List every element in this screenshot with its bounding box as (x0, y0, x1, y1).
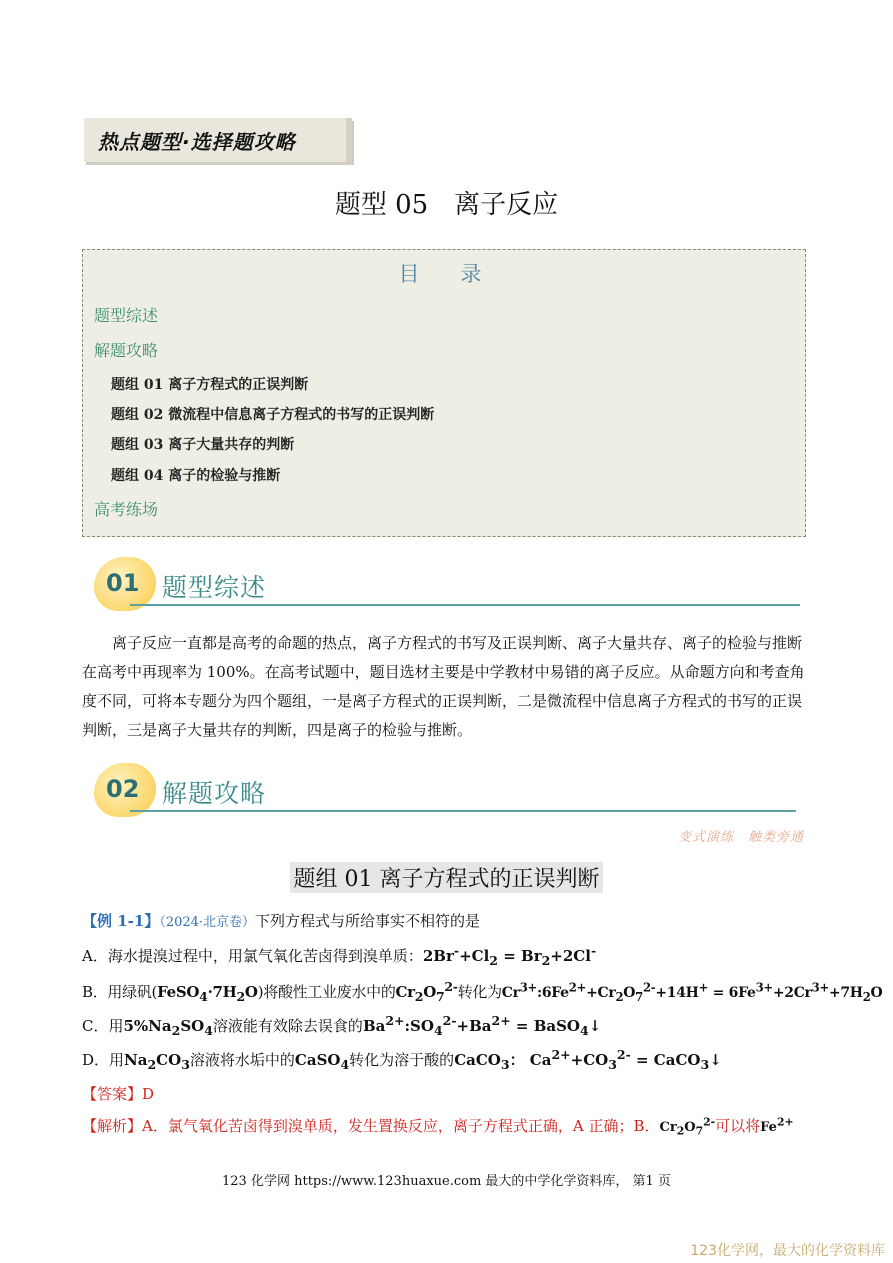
section-title: 解题攻略 (162, 779, 267, 808)
example-stem (82, 910, 480, 931)
option-d-text: D．用 (82, 1051, 125, 1069)
toc-item-overview[interactable]: 题型综述 (94, 306, 159, 325)
analysis-line (82, 1115, 794, 1138)
toc-heading: 目 录 (398, 262, 492, 286)
section-number: 01 (106, 569, 140, 597)
example-tag: 【例 1-1】 (82, 912, 160, 930)
analysis-text: A．氯气氧化苦卤得到溴单质，发生置换反应，离子方程式正确，A 正确；B． (142, 1117, 660, 1135)
slogan-text: 变式演练 触类旁通 (677, 830, 804, 845)
table-of-contents (82, 249, 806, 537)
section-banner (84, 118, 352, 162)
formula: CaSO$_4$ (294, 1051, 350, 1072)
section-title: 题型综述 (162, 573, 267, 602)
toc-item-group-03[interactable]: 题组 03 离子大量共存的判断 (111, 437, 295, 453)
equation: $Cr^{3+}:6Fe^{2+}+Cr_2O_7^{2-}+14H^+ = 6Fe^{3+}+2Cr^{3+}+7H_2O$ (501, 980, 883, 1004)
overview-paragraph: 离子反应一直都是高考的命题的热点，离子方程式的书写及正误判断、离子大量共存、离子的检验与推断在高考中再现率为 100%。在高考试题中，题目选材主要是中学教材中易错的离子反应。从命题方向和考查角度不同，可将本专题分为四个题组，一是离子方程式的正误判断，二是微流程中信息离子方程式的书写的正误判断，三是离子大量共存的判断，四是离子的检验与推断。 (82, 634, 805, 739)
example-source: （2024·北京卷） (159, 915, 256, 930)
formula: $5\%Na_2SO_4$ (123, 1017, 213, 1038)
section-underline (130, 810, 796, 812)
option-b-text: B．用绿矾( (82, 983, 158, 1001)
banner-text: 热点题型·选择题攻略 (98, 130, 296, 154)
option-c-text: C．用 (82, 1017, 124, 1035)
option-c (82, 1013, 601, 1038)
formula: $Fe^{2+}$ (760, 1115, 794, 1135)
document-title: 题型 05 离子反应 (334, 190, 559, 220)
option-b-text: 转化为 (457, 983, 502, 1001)
analysis-text: 可以将 (715, 1117, 761, 1135)
toc-item-group-01[interactable]: 题组 01 离子方程式的正误判断 (111, 377, 309, 393)
option-c-text: 溶液能有效除去误食的 (212, 1017, 363, 1035)
formula: $Cr_2O_7^{2-}$ (395, 979, 458, 1004)
option-a-text: A．海水提溴过程中，用氯气氧化苦卤得到溴单质： (82, 947, 423, 965)
answer-tag: 【答案】 (82, 1085, 143, 1103)
toc-item-strategy[interactable]: 解题攻略 (94, 341, 159, 360)
option-d-text: 转化为溶于酸的 (349, 1051, 455, 1069)
analysis-tag: 【解析】 (82, 1117, 143, 1135)
option-d (82, 1047, 722, 1072)
watermark: 123化学网，最大的化学资料库 (690, 1243, 885, 1259)
toc-item-group-04[interactable]: 题组 04 离子的检验与推断 (111, 468, 281, 484)
section-underline (130, 604, 800, 606)
section-number: 02 (106, 775, 140, 803)
option-b-text: )将酸性工业废水中的 (257, 983, 396, 1001)
group-title (0, 862, 893, 893)
option-b (82, 979, 882, 1004)
option-a (82, 943, 596, 968)
toc-item-practice[interactable]: 高考练场 (94, 500, 159, 519)
answer-line (82, 1083, 154, 1104)
formula: $Na_2CO_3$ (124, 1051, 190, 1072)
section-number-badge (94, 763, 156, 817)
section-number-badge (94, 557, 156, 611)
toc-item-group-02[interactable]: 题组 02 微流程中信息离子方程式的书写的正误判断 (111, 407, 435, 423)
page-footer: 123 化学网 https://www.123huaxue.com 最大的中学化学资料库， 第1 页 (222, 1174, 671, 1189)
equation: CaCO$_3$： $Ca^{2+}+CO_3^{2-}$ = CaCO$_3$↓ (454, 1047, 722, 1072)
formula: $Cr_2O_7^{2-}$ (659, 1115, 716, 1138)
example-question: 下列方程式与所给事实不相符的是 (255, 912, 481, 930)
equation: $2Br^-+Cl_2 = Br_2+2Cl^-$ (422, 943, 597, 968)
option-d-text: 溶液将水垢中的 (189, 1051, 295, 1069)
group-title-text: 题组 01 离子方程式的正误判断 (290, 862, 604, 893)
answer-value: D (142, 1085, 155, 1103)
formula: $FeSO_4\cdot 7H_2O$ (157, 983, 258, 1004)
equation: $Ba^{2+}:SO_4^{2-}+Ba^{2+}$ = BaSO$_4$↓ (362, 1013, 602, 1038)
